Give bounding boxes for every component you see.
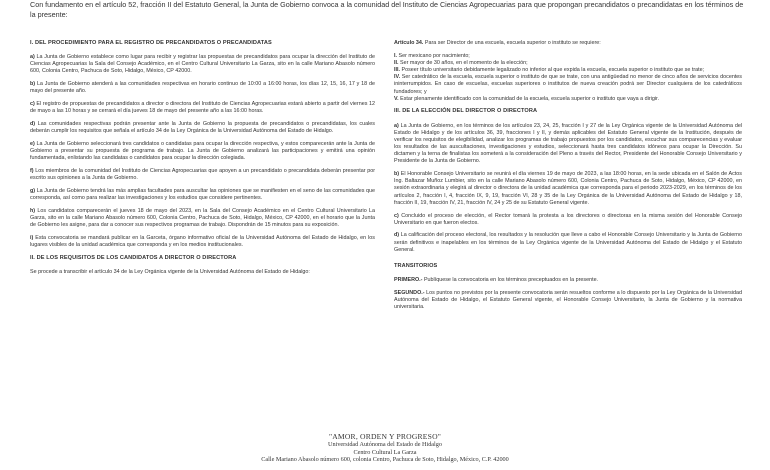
item-text: Las comunidades respectivas podrán presentar ante la Junta de Gobierno la propuesta de precandidatos o precandidatas, los cuales deberán cumplir los requisitos que señala el artículo 34 de la Ley Orgánica de la Universidad Autónoma del Estado de Hidalgo. xyxy=(30,121,376,135)
requirement-label: I. xyxy=(394,52,397,59)
item-text: La Junta de Gobierno establece como lugar para recibir y registrar las propuestas de precandidatos para ocupar la dirección del Instituto de Ciencias Agropecuarias la Sala del Consejo Académico, en el Centro Cultural Universitario La Garza, sito en la calle Mariano Abasolo número 600, Colonia Centro, Pachuca de Soto, Hidalgo, México, CP 42000. xyxy=(30,54,375,75)
requirement-text: Ser catedrático de la escuela, escuela superior o instituto de que se trate, con una antigüedad no menor de cinco años de servicios docentes ininterrumpidos. En caso de escuelas, escuelas superiores o institutos de nueva creación podrá ser Director cualquiera de los catedráticos fundadores; y xyxy=(394,74,743,95)
requirement-text: Ser mayor de 30 años, en el momento de la elección; xyxy=(400,59,528,66)
item-label: f) xyxy=(30,168,34,174)
left-item-i xyxy=(30,235,375,249)
cultural-center: Centro Cultural La Garza xyxy=(353,448,417,456)
transitorio-segundo xyxy=(394,290,742,311)
requirement-item xyxy=(394,60,742,67)
requirement-label: III. xyxy=(394,67,400,74)
university-name: Universidad Autónoma del Estado de Hidalgo xyxy=(328,441,442,448)
left-item-g xyxy=(30,188,375,202)
transitorio-primero xyxy=(394,277,742,284)
item-label: d) xyxy=(394,232,400,239)
item-text: La Junta de Gobierno seleccionará tres candidatos o candidatas para ocupar la dirección respectiva, y estos comparecerán ante la Junta de Gobierno a presentar su propuesta de programa de trabajo. La Junta de Gobierno analizará las participaciones y emitirá una opinión fundamentada, enlistando las candidatas o candidatos para ocupar la dirección colegiada. xyxy=(30,140,375,162)
item-label: a) xyxy=(394,122,399,129)
item-label: e) xyxy=(30,140,35,147)
left-item-f xyxy=(30,168,375,182)
requirement-item xyxy=(394,67,742,74)
right-item-a xyxy=(394,123,742,166)
transitorio-text: Los puntos no previstos por la presente convocatoria serán resueltos conforme a lo dispuesto por la Ley Orgánica de la Universidad Autónoma del Estado de Hidalgo, el Estatuto General vigente, el Honorable Consejo Universitario, la Junta de Gobierno y la normativa universitaria. xyxy=(394,289,742,311)
item-label: c) xyxy=(394,212,399,219)
article-label: Artículo 34. xyxy=(394,40,424,46)
item-text: La Junta de Gobierno, en los términos de los artículos 23, 24, 25, fracción I y 27 de la Ley Orgánica vigente de la Universidad Autónoma del Estado de Hidalgo y de los artículos 36, 39, fracciones I y II, y demás aplicables del Estatuto General vigente de la Institución, después de verificar los requisitos de elegibilidad, analizar los programas de trabajo propuestos por los candidatos, escuchar sus comparecencias y evaluar los resultados de las auscultaciones, investigaciones y estudios, seleccionará hasta tres candidatos idóneos para ocupar la Dirección. Su dictamen y la terna de finalistas los someterá a la consideración del Pleno a través del Rector, Presidente del Honorable Consejo Universitario y Presidente de la Junta de Gobierno. xyxy=(394,122,743,165)
right-item-d xyxy=(394,232,742,253)
footer xyxy=(0,432,770,464)
address: Calle Mariano Abasolo número 600, colonia Centro, Pachuca de Soto, Hidalgo, México, C.P. 42000 xyxy=(261,456,509,463)
item-text: Esta convocatoria se mandará publicar en la Garceta, órgano informativo oficial de la Universidad Autónoma del Estado de Hidalgo, en los lugares visibles de la unidad académica que corresponda y en los medios institucionales. xyxy=(30,234,375,249)
transitorio-text: Publíquese la convocatoria en los términos preceptuados en la presente. xyxy=(423,277,599,284)
section-2-title: II. DE LOS REQUISITOS DE LOS CANDIDATOS A DIRECTOR O DIRECTORA xyxy=(30,254,237,261)
right-item-b xyxy=(394,171,742,207)
requirement-item xyxy=(394,74,742,95)
motto: "AMOR, ORDEN Y PROGRESO" xyxy=(328,432,442,441)
section-2-text: Se procede a transcribir el artículo 34 de la Ley Orgánica vigente de la Universidad Autónoma del Estado de Hidalgo: xyxy=(30,268,310,275)
requirement-text: Ser mexicano por nacimiento; xyxy=(398,52,470,59)
item-text: Los candidatos comparecerán el jueves 18 de mayo del 2023, en la Sala del Consejo Académico en el Centro Cultural Universitario La Garza, sito en la calle Mariano Abasolo número 600, Colonia Centro, Pachuca de Soto, Hidalgo, México, CP 42000, en el horario que la Junta de Gobierno les asigne, para dar a conocer sus respectivos programas de trabajo. Dispondrán de 15 minutos para su exposición. xyxy=(30,207,375,229)
item-text: El Honorable Consejo Universitario se reunirá el día viernes 19 de mayo de 2023, a las 18:00 horas, en la sede ubicada en el Salón de Actos Ing. Baltazar Muñoz Lumbier, sito en la calle Mariano Abasolo número 600, Colonia Centro, Pachuca de Soto, Hidalgo, México, CP 42000, en sesión extraordinaria y elegirá al director o directora de la unidad académica que corresponda para el periodo 2023-2029, en los términos de los artículos 2, fracción I, 4, fracción IX, 9, 19, fracción VI, 28 y 35 de la Ley Orgánica de la Universidad Autónoma del Estado de Hidalgo y 18, fracción II, 19, fracción IV, 21, fracción IV, 24 y 25 de su Estatuto General vigente. xyxy=(394,171,742,206)
item-text: La calificación del proceso electoral, los resultados y la resolución que lleve a cabo el Honorable Consejo Universitario y la Junta de Gobierno serán definitivos e inapelables en los términos de la Ley Orgánica vigente de la Universidad Autónoma del Estado de Hidalgo y el Estatuto General. xyxy=(394,232,742,253)
left-item-h xyxy=(30,208,375,229)
requirement-label: IV. xyxy=(394,74,401,81)
intro-paragraph: Con fundamento en el artículo 52, fracción II del Estatuto General, la Junta de Gobierno convoca a la comunidad del Instituto de Ciencias Agropecuarias para que propongan precandidatos o precandidatas en los términos de la presente: xyxy=(30,0,744,19)
transitorio-label: PRIMERO.- xyxy=(394,277,423,284)
item-text: Los miembros de la comunidad del Instituto de Ciencias Agropecuarias que apoyen a un precandidato o precandidata deberán presentar por escrito sus opiniones a la Junta de Gobierno. xyxy=(30,168,376,182)
requirement-label: V. xyxy=(394,95,399,102)
left-item-b xyxy=(30,81,375,95)
article-34 xyxy=(394,40,742,47)
section-1-title: I. DEL PROCEDIMIENTO PARA EL REGISTRO DE PRECANDIDATOS O PRECANDIDATAS xyxy=(30,40,272,46)
transitorios-title: TRANSITORIOS xyxy=(394,262,438,269)
item-label: g) xyxy=(30,187,36,194)
requirement-item xyxy=(394,53,742,60)
requirements-list xyxy=(394,53,742,103)
item-text: La Junta de Gobierno atenderá a las comunidades respectivas en horario continuo de 10:00 a 16:00 horas, los días 12, 15, 16, 17 y 18 de mayo del presente año. xyxy=(30,81,376,95)
requirement-item xyxy=(394,96,742,103)
item-text: La Junta de Gobierno tendrá las más amplias facultades para auscultar las opiniones que se manifiesten en el seno de las comunidades que corresponda, así como para realizar las investigaciones y los estudios que considere pertinentes. xyxy=(30,187,376,202)
left-item-e xyxy=(30,141,375,162)
item-label: b) xyxy=(394,171,400,178)
left-item-c xyxy=(30,101,375,115)
left-item-d xyxy=(30,121,375,135)
left-column xyxy=(30,40,375,282)
item-label: d) xyxy=(30,121,36,128)
left-item-a xyxy=(30,54,375,75)
requirement-text: Estar plenamente identificado con la comunidad de la escuela, escuela superior o instituto que vaya a dirigir. xyxy=(400,95,660,102)
section-3-title: III. DE LA ELECCIÓN DEL DIRECTOR O DIRECTORA xyxy=(394,108,538,115)
item-label: a) xyxy=(30,54,35,61)
right-item-c xyxy=(394,213,742,227)
right-column xyxy=(394,40,742,317)
requirement-label: II. xyxy=(394,59,399,66)
item-text: El registro de propuestas de precandidatos a director o directora del Instituto de Ciencias Agropecuarias estará abierto a partir del viernes 12 de mayo a las 10 horas y se cerrará el día jueves 18 de mayo del presente año a las 16:00 horas. xyxy=(30,101,375,115)
article-text: Para ser Director de una escuela, escuela superior o instituto se requiere: xyxy=(424,40,601,46)
item-label: b) xyxy=(30,81,36,88)
requirement-text: Poseer título universitario debidamente legalizado no inferior al que expida la escuela, escuela superior o instituto que se trate; xyxy=(401,67,705,74)
transitorio-label: SEGUNDO.- xyxy=(394,289,425,296)
item-label: h) xyxy=(30,207,36,214)
item-label: i) xyxy=(30,234,34,241)
item-text: Concluido el proceso de elección, el Rector tomará la protesta a los directores o directoras en la misma sesión del Honorable Consejo Universitario en que fueron electos. xyxy=(394,212,743,226)
item-label: c) xyxy=(30,101,35,108)
